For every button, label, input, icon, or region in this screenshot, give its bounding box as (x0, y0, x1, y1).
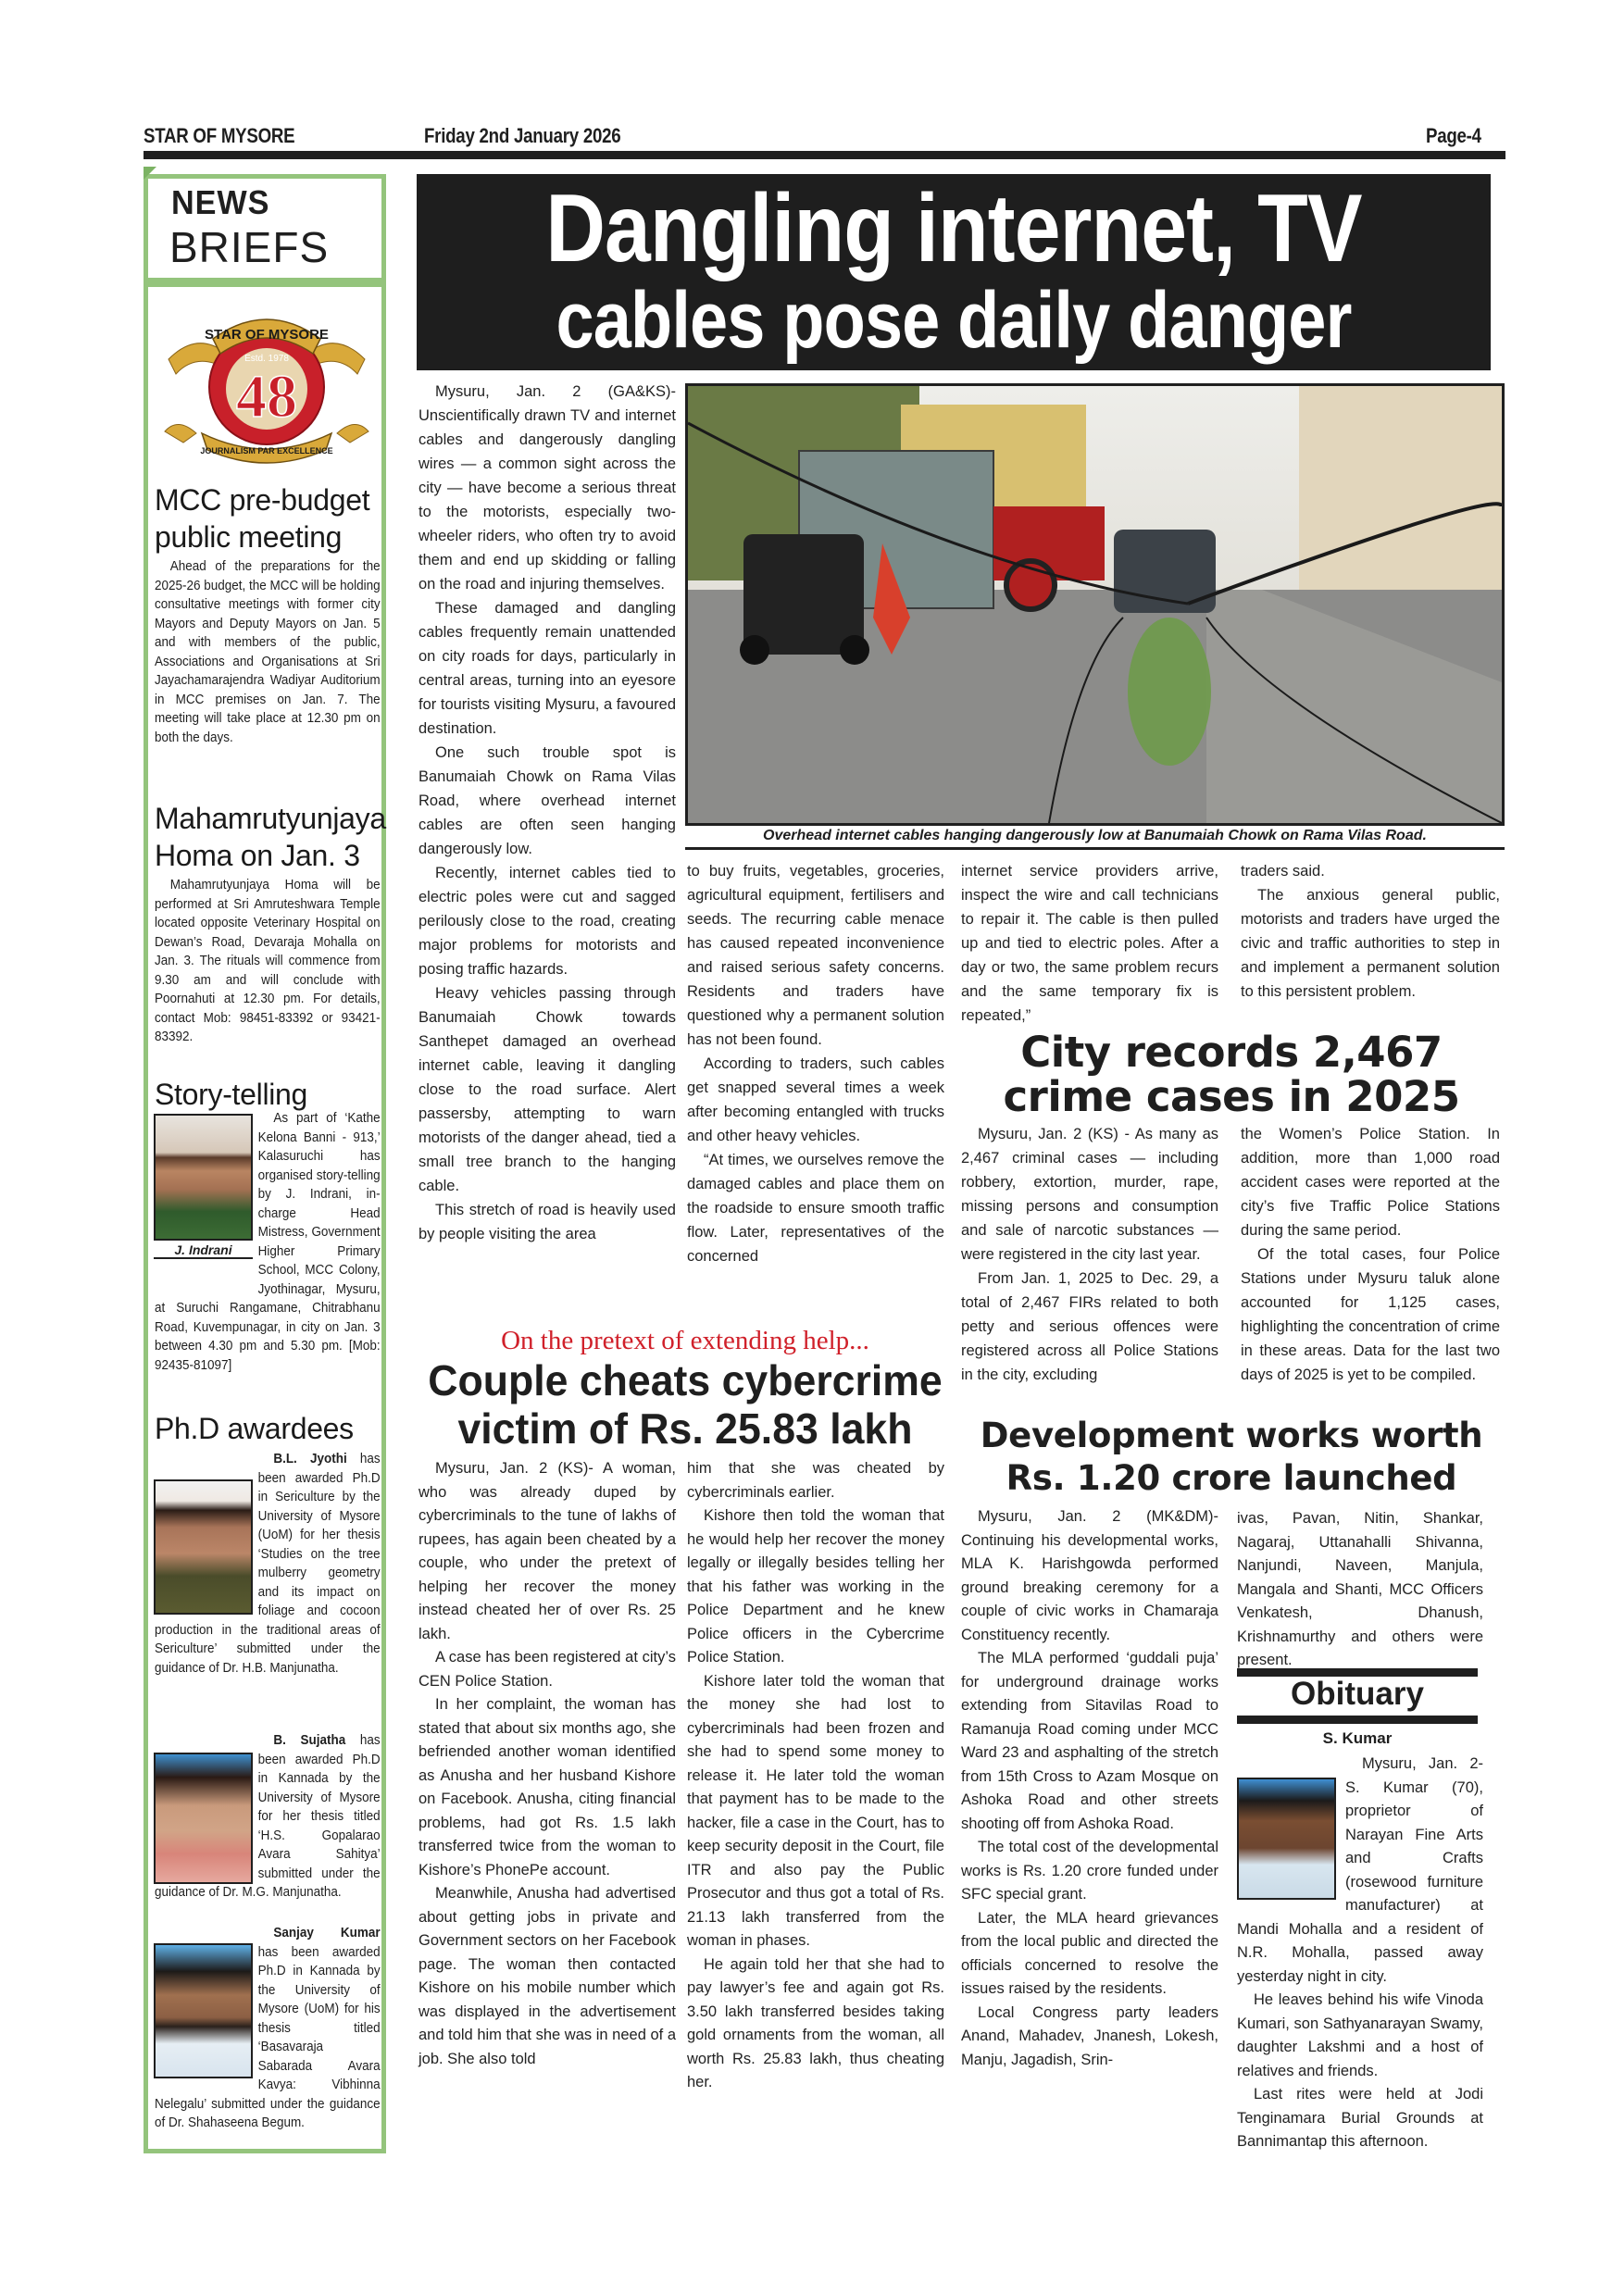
brief-paragraph: As part of ‘Kathe Kelona Banni - 913,’ Kalasuruchi has organised story-telling by J. Indrani, in-charge Head Mistress, Government Higher Primary School, MCC Colony, Jyothinagar, Mysuru, at Suruchi Rangamane, Chitrabhanu Road, Kuvempunagar, in city on Jan. 3 between 4.30 pm and 5.30 pm. [Mob: 92435-81097] (155, 1111, 381, 1373)
cyber-story-col-right (687, 1457, 944, 2095)
brief-title-homa: Mahamrutyunjaya Homa on Jan. 3 (155, 802, 386, 872)
logo-number: 48 (236, 363, 297, 430)
photo-caption-j-indrani: J. Indrani (154, 1242, 253, 1259)
brief-text-sanjay (155, 1924, 381, 2133)
float-spacer (155, 1470, 258, 1605)
lead-photo-dangling-cables (685, 383, 1505, 826)
float-spacer (155, 1129, 258, 1285)
float-spacer (1237, 1778, 1345, 1900)
paragraph: The total cost of the developmental works is Rs. 1.20 crore funded under SFC special grant. (961, 1839, 1218, 1903)
paragraph: Local Congress party leaders Anand, Mahadev, Jnanesh, Lokesh, Manju, Jagadish, Srin- (961, 2003, 1218, 2068)
paragraph: This stretch of road is heavily used by people visiting the area (418, 1202, 676, 1242)
paragraph: Meanwhile, Anusha had advertised about getting jobs in private and Government sectors on her Facebook page. The woman then contacted Kishore on his mobile number which was displayed in the advertisement and told him that she was in need of a job. She also told (418, 1885, 676, 2067)
issue-date: Friday 2nd January 2026 (424, 124, 621, 147)
paper-name: STAR OF MYSORE (144, 124, 295, 147)
sidebar-header-divider (144, 278, 386, 287)
brief-text-mcc (155, 557, 381, 747)
lead-story-col4 (1241, 859, 1500, 1004)
sidebar-heading-news: NEWS (171, 183, 270, 221)
paragraph: He leaves behind his wife Vinoda Kumari, son Sathyanarayan Swamy, daughter Lakshmi and a host of relatives and friends. (1237, 1991, 1483, 2079)
paragraph: to buy fruits, vegetables, groceries, agricultural equipment, fertilisers and seeds. The recurring cable menace has caused repeated inconvenience and raised serious safety concerns. Residents and traders have questioned why a permanent solution has not been found. (687, 863, 944, 1048)
paragraph: Recently, internet cables tied to electric poles were cut and sagged perilously close to the road, creating major problems for motorists and posing traffic hazards. (418, 865, 676, 978)
sidebar-heading-briefs: BRIEFS (169, 223, 330, 271)
development-story-col-right (1237, 1507, 1483, 1673)
paragraph: These damaged and dangling cables frequently remain unattended on city roads for days, particularly in central areas, turning into an eyesore for tourists visiting Mysuru, a favoured destination. (418, 600, 676, 737)
awardee-name: Sanjay Kumar (273, 1926, 381, 1940)
logo-ribbon-text: JOURNALISM PAR EXCELLENCE (200, 446, 333, 455)
cyber-story-col-left (418, 1457, 676, 2071)
paragraph: traders said. (1241, 863, 1325, 880)
brief-title-storytelling: Story-telling (155, 1078, 308, 1111)
awardee-text: has been awarded Ph.D in Kannada by the University of Mysore (UoM) for his thesis titled ‘Basavaraja Sabarada Avara Kavya: Vibhinna Nelegalu’ submitted under the guidance of Dr. Shahaseena Begum. (155, 1944, 381, 2130)
brief-paragraph: Mahamrutyunjaya Homa will be performed at Sri Amruteshwara Temple located opposite Veterinary Hospital on Dewan’s Road, Devaraja Mohalla on Jan. 3. The rituals will commence from 9.30 am and will conclude with Poornahuti at 12.30 pm. For details, contact Mob: 98451-83392 or 93421-83392. (155, 878, 381, 1044)
paragraph: Mysuru, Jan. 2- S. Kumar (70), proprietor of Narayan Fine Arts and Crafts (rosewood furniture manufacturer) at Mandi Mohalla and a resident of N.R. Mohalla, passed away yesterday night in city. (1237, 1755, 1483, 1985)
cyber-story-kicker: On the pretext of extending help... (501, 1326, 869, 1355)
paragraph: Mysuru, Jan. 2 (KS)- A woman, who was already duped by cybercriminals to the tune of lakhs of rupees, has again been cheated by a couple, who under the pretext of helping her recover the money instead cheated her of over Rs. 25 lakh. (418, 1460, 676, 1642)
paragraph: “At times, we ourselves remove the damaged cables and place them on the roadside to ensure smooth traffic flow. Later, representatives of the concerned (687, 1152, 944, 1265)
paragraph: ivas, Pavan, Nitin, Shankar, Nagaraj, Uttanahalli Shivanna, Nanjundi, Naveen, Manjula, Mangala and Shanti, MCC Officers Venkatesh, Dhanush, Krishnamurthy and others were present. (1237, 1510, 1483, 1668)
logo-estd-text: Estd. 1978 (244, 354, 289, 364)
paragraph: The anxious general public, motorists and traders have urged the civic and traffic authorities to step in and implement a permanent solution to this persistent problem. (1241, 887, 1500, 1000)
awardee-text: has been awarded Ph.D in Sericulture by the University of Mysore (UoM) for her thesis ‘Studies on the tree mulberry geometry and its impact on foliage and cocoon production in the traditional areas of Sericulture’ submitted under the guidance of Dr. H.B. Manjunatha. (155, 1452, 381, 1676)
awardee-name: B.L. Jyothi (273, 1452, 347, 1466)
brief-text-jyothi (155, 1450, 381, 1678)
brief-text-storytelling (155, 1109, 381, 1375)
street-scene-illustration (688, 386, 1502, 823)
anniversary-logo (159, 294, 374, 470)
paragraph: Heavy vehicles passing through Banumaiah Chowk towards Santhepet damaged an overhead internet cable, leaving it dangling close to the road surface. Alert passersby, attempting to warn motorists of the danger ahead, tied a small tree branch to the hanging cable. (418, 985, 676, 1194)
lead-story-col3 (961, 859, 1218, 1028)
brief-paragraph: Ahead of the preparations for the 2025-26 budget, the MCC will be holding consultative meetings with former city Mayors and Deputy Mayors on Jan. 5 and with members of the public, Associations and Organisations at Sri Jayachamarajendra Wadiyar Auditorium in MCC premises on Jan. 7. The meeting will take place at 12.30 pm on both the days. (155, 559, 381, 745)
crime-story-col-right (1241, 1122, 1500, 1387)
logo-banner-text: STAR OF MYSORE (205, 327, 329, 343)
brief-title-mcc: MCC pre-budget public meeting (155, 483, 370, 554)
obituary-name: S. Kumar (1322, 1729, 1393, 1747)
lead-photo-caption: Overhead internet cables hanging dangerously low at Banumaiah Chowk on Rama Vilas Road. (685, 828, 1505, 850)
cyber-story-headline: Couple cheats cybercrime victim of Rs. 25.83 lakh (428, 1356, 943, 1453)
awardee-text: has been awarded Ph.D in Kannada by the University of Mysore for her thesis titled ‘H.S. Gopalarao Avara Sahitya’ submitted under the guidance of Dr. M.G. Manjunatha. (155, 1733, 381, 1900)
brief-text-homa (155, 876, 381, 1047)
paragraph: Of the total cases, four Police Stations under Mysuru taluk alone accounted for 1,125 cases, highlighting the concentration of crime in these areas. Data for the last two days of 2025 is yet to be compiled. (1241, 1246, 1500, 1383)
crime-story-col-left (961, 1122, 1218, 1387)
float-spacer (155, 1752, 258, 1883)
paragraph: A case has been registered at city’s CEN Police Station. (418, 1649, 676, 1690)
paragraph: him that she was cheated by cybercriminals earlier. (687, 1460, 944, 1501)
brief-title-phd: Ph.D awardees (155, 1412, 354, 1445)
obituary-section-title: Obituary (1291, 1676, 1424, 1712)
paragraph: According to traders, such cables get snapped several times a week after becoming entangled with trucks and other heavy vehicles. (687, 1055, 944, 1144)
obituary-text (1237, 1753, 1483, 2154)
lead-headline-line2: cables pose daily danger (556, 276, 1352, 365)
masthead-rule (144, 151, 1505, 159)
lead-story-col2 (687, 859, 944, 1268)
paragraph: From Jan. 1, 2025 to Dec. 29, a total of 2,467 FIRs related to both petty and serious offences were registered across all Police Stations in the city, excluding (961, 1270, 1218, 1383)
brief-text-sujatha (155, 1731, 381, 1903)
crime-story-headline: City records 2,467 crime cases in 2025 (1003, 1028, 1460, 1121)
paragraph: Mysuru, Jan. 2 (MK&DM)- Continuing his developmental works, MLA K. Harishgowda performed ground breaking ceremony for a couple of civic works in Chamaraja Constituency recently. (961, 1508, 1218, 1643)
paragraph: He again told her that she had to pay lawyer’s fee and again got Rs. 3.50 lakh transferred besides taking gold ornaments from the woman, all worth Rs. 25.83 lakh, thus cheating her. (687, 1955, 944, 2090)
sidebar-corner-flag (144, 167, 156, 180)
paragraph: The MLA performed ‘guddali puja’ for underground drainage works extending from Sitavilas Road to Ramanuja Road coming under MCC Ward 23 and asphalting of the stretch from 15th Cross to Azam Mosque on Ashoka Road and other streets shooting off from Ashoka Road. (961, 1650, 1218, 1832)
paragraph: Kishore later told the woman that the money she had lost to cybercriminals had been frozen and she had to spend some money to release it. He later told the woman that payment has to be made to the hacker, file a case in the Court, has to keep security deposit in the Court, file ITR and also pay the Public Prosecutor and thus got a total of Rs. 21.13 lakh transferred from the woman in phases. (687, 1672, 944, 1949)
paragraph: In her complaint, the woman has stated that about six months ago, she befriended another woman identified as Anusha and her husband Kishore on Facebook. Anusha, citing financial problems, had got Rs. 1.5 lakh transferred twice from the woman to Kishore’s PhonePe account. (418, 1696, 676, 1878)
lead-headline-line1: Dangling internet, TV (545, 175, 1362, 282)
float-spacer (155, 1944, 258, 2079)
lead-story-col1 (418, 380, 676, 1246)
paragraph: the Women’s Police Station. In addition, more than 1,000 road accident cases were reported at the city’s five Traffic Police Stations during the same period. (1241, 1126, 1500, 1239)
paragraph: Later, the MLA heard grievances from the local public and directed the officials concerned to resolve the issues raised by the residents. (961, 1909, 1218, 1997)
paragraph: Last rites were held at Jodi Tenginamara Burial Grounds at Bannimantap this afternoon. (1237, 2086, 1483, 2150)
obituary-rule-bottom (1237, 1716, 1478, 1724)
awardee-name: B. Sujatha (273, 1733, 346, 1748)
paragraph: internet service providers arrive, inspect the wire and call technicians to repair it. The cable is then pulled up and tied to electric poles. After a day or two, the same problem recurs and the same temporary fix is repeated,” (961, 863, 1218, 1024)
paragraph: Mysuru, Jan. 2 (GA&KS)- Unscientifically drawn TV and internet cables and dangerously dangling wires — a common sight across the city — have become a serious threat to the motorists, especially two-wheeler riders, who often try to avoid them and end up skidding or falling on the road and injuring themselves. (418, 383, 676, 593)
development-story-headline: Development works worth Rs. 1.20 crore launched (980, 1416, 1483, 1498)
paragraph: Kishore then told the woman that he would help her recover the money legally or illegally besides telling her that his father was working in the Police Department and he knew Police officers in the Cybercrime Police Station. (687, 1507, 944, 1666)
paragraph: Mysuru, Jan. 2 (KS) - As many as 2,467 criminal cases — including robbery, extortion, murder, rape, missing persons and consumption and sale of narcotic substances — were registered in the city last year. (961, 1126, 1218, 1263)
page-number: Page-4 (1426, 124, 1481, 147)
development-story-col-left (961, 1505, 1218, 2072)
paragraph: One such trouble spot is Banumaiah Chowk on Rama Vilas Road, where overhead internet cables are often seen hanging dangerously low. (418, 744, 676, 857)
